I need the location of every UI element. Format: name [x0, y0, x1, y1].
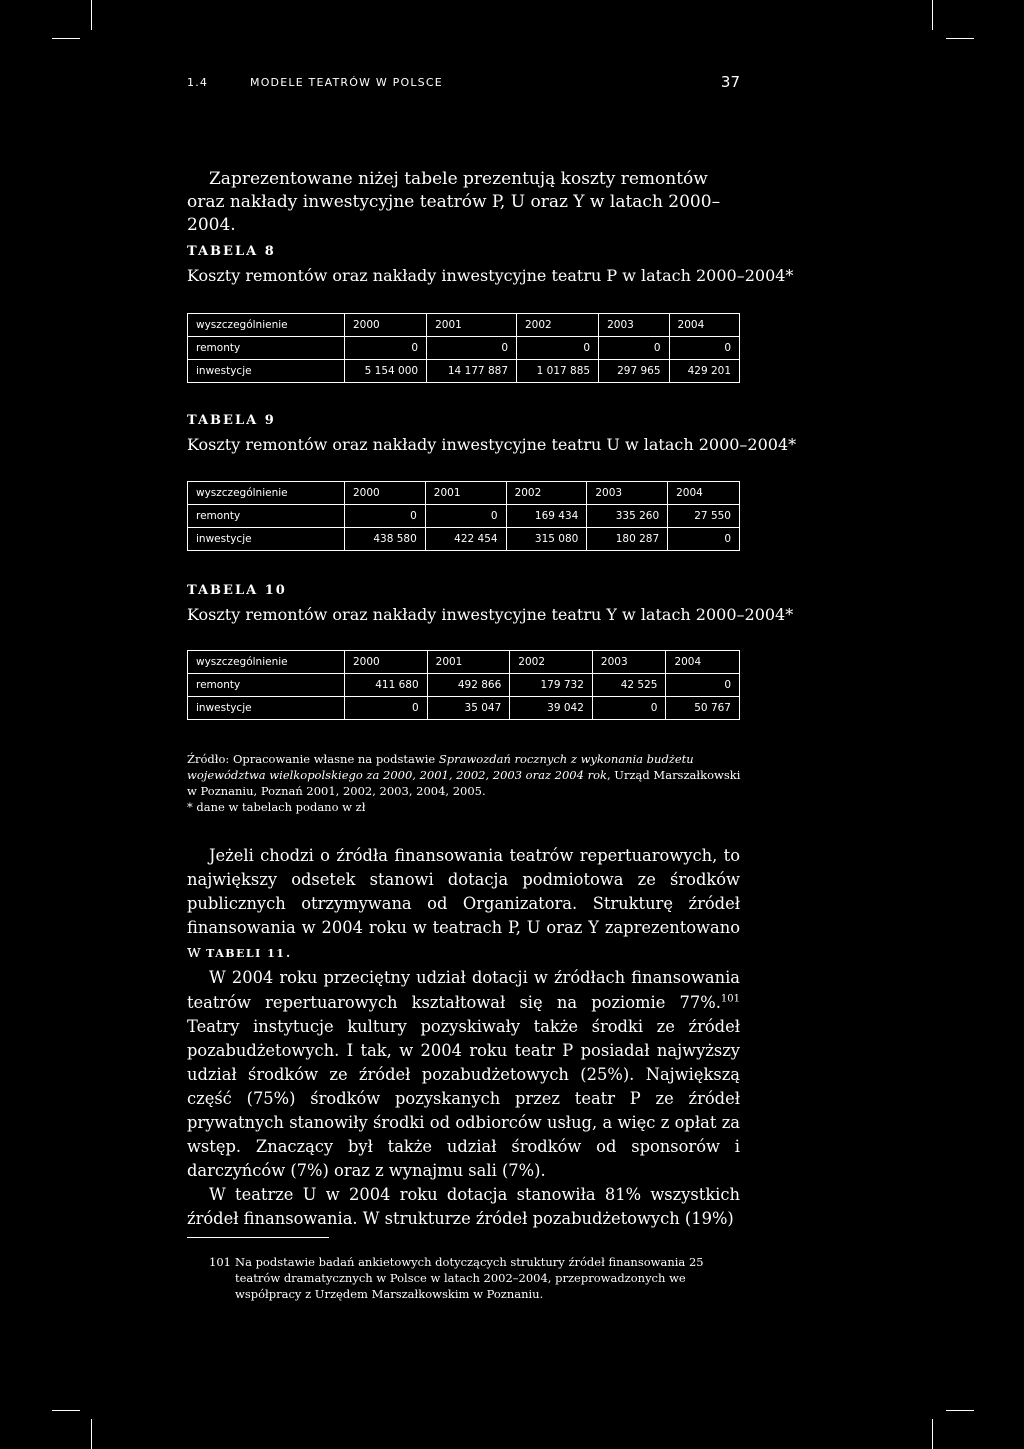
- table-cell: 422 454: [425, 528, 506, 551]
- table-cell: remonty: [188, 337, 345, 360]
- table-reference: TABELI 11: [206, 947, 286, 961]
- table-header-row: [188, 482, 740, 505]
- footnote-number: 101: [209, 1255, 231, 1269]
- running-header: [187, 73, 740, 91]
- footnote-text: Na podstawie badań ankietowych dotyczących struktury źródeł finansowania 25 teatrów dramatycznych w Polsce w latach 2002–2004, przeprowadzonych we współpracy z Urzędem Marszałkowskim w Poznaniu.: [235, 1255, 704, 1301]
- paragraph-text: W 2004 roku przeciętny udział dotacji w źródłach finansowania teatrów repertuarowych kształtował się na poziomie 77%.: [187, 968, 740, 1012]
- paragraph-text: .: [285, 942, 291, 962]
- column-header: wyszczególnienie: [188, 482, 345, 505]
- table-cell: 179 732: [510, 674, 593, 697]
- table-cell: 0: [666, 674, 740, 697]
- table-header-row: [188, 314, 740, 337]
- table-row: [188, 360, 740, 383]
- table-cell: 0: [427, 337, 517, 360]
- table-cell: 169 434: [506, 505, 587, 528]
- table-row: [188, 337, 740, 360]
- column-header: 2000: [345, 651, 428, 674]
- source-prefix: Źródło: Opracowanie własne na podstawie: [187, 752, 439, 766]
- column-header: 2003: [592, 651, 666, 674]
- paragraph: [187, 966, 740, 1183]
- table-8: [187, 313, 740, 383]
- crop-mark: [91, 0, 92, 30]
- source-citation: [187, 751, 747, 799]
- paragraph: [187, 844, 740, 966]
- table-cell: 335 260: [587, 505, 668, 528]
- crop-mark: [932, 1419, 933, 1449]
- column-header: 2000: [345, 314, 427, 337]
- table-cell: 0: [668, 528, 740, 551]
- paragraph-text: Jeżeli chodzi o źródła finansowania teatrów repertuarowych, to największy odsetek stanowi dotacja podmiotowa ze środków publicznych otrzymywana od Organizatora. Strukturę źródeł finansowania w 2004 roku w teatrach P, U oraz Y zaprezentowano w: [187, 846, 740, 962]
- table-cell: 297 965: [599, 360, 669, 383]
- table-cell: 35 047: [427, 697, 510, 720]
- table-cell: inwestycje: [188, 528, 345, 551]
- crop-mark: [946, 1410, 974, 1411]
- table-cell: 315 080: [506, 528, 587, 551]
- table-caption: Koszty remontów oraz nakłady inwestycyjne teatru P w latach 2000–2004*: [187, 266, 794, 285]
- section-number: 1.4: [187, 76, 209, 89]
- column-header: 2003: [599, 314, 669, 337]
- column-header: 2002: [510, 651, 593, 674]
- table-caption: Koszty remontów oraz nakłady inwestycyjne teatru U w latach 2000–2004*: [187, 435, 797, 454]
- crop-mark: [52, 38, 80, 39]
- intro-text: Zaprezentowane niżej tabele prezentują koszty remontów oraz nakłady inwestycyjne teatrów P, U oraz Y w latach 2000–2004.: [187, 169, 721, 235]
- table-cell: 0: [345, 337, 427, 360]
- table-cell: remonty: [188, 674, 345, 697]
- column-header: 2004: [668, 482, 740, 505]
- column-header: 2003: [587, 482, 668, 505]
- crop-mark: [52, 1410, 80, 1411]
- intro-paragraph: [187, 168, 740, 237]
- table-cell: 180 287: [587, 528, 668, 551]
- table-cell: inwestycje: [188, 360, 345, 383]
- body-text: [187, 844, 740, 1232]
- paragraph: W teatrze U w 2004 roku dotacja stanowiła 81% wszystkich źródeł finansowania. W strukturze źródeł pozabudżetowych (19%): [187, 1185, 740, 1229]
- source-suffix: , Urząd Marszałkowski w Poznaniu, Poznań 2001, 2002, 2003, 2004, 2005.: [187, 768, 741, 798]
- page-number: 37: [720, 73, 740, 91]
- chapter-title: MODELE TEATRÓW W POLSCE: [250, 76, 443, 89]
- column-header: wyszczególnienie: [188, 314, 345, 337]
- table-caption: Koszty remontów oraz nakłady inwestycyjne teatru Y w latach 2000–2004*: [187, 605, 794, 624]
- column-header: 2002: [517, 314, 599, 337]
- table-label: TABELA 10: [187, 583, 287, 598]
- table-label: TABELA 9: [187, 413, 276, 428]
- column-header: 2000: [345, 482, 426, 505]
- table-cell: 14 177 887: [427, 360, 517, 383]
- table-cell: 411 680: [345, 674, 428, 697]
- table-row: [188, 697, 740, 720]
- column-header: wyszczególnienie: [188, 651, 345, 674]
- table-cell: 1 017 885: [517, 360, 599, 383]
- units-note: * dane w tabelach podano w zł: [187, 800, 366, 814]
- crop-mark: [932, 0, 933, 30]
- table-cell: 429 201: [669, 360, 739, 383]
- column-header: 2001: [427, 651, 510, 674]
- table-cell: inwestycje: [188, 697, 345, 720]
- table-row: [188, 505, 740, 528]
- footnote-reference: 101: [720, 993, 740, 1005]
- table-source-note: [187, 751, 747, 815]
- table-cell: 0: [592, 697, 666, 720]
- table-cell: 39 042: [510, 697, 593, 720]
- table-label: TABELA 8: [187, 244, 276, 259]
- table-10: [187, 650, 740, 720]
- table-cell: 0: [425, 505, 506, 528]
- table-header-row: [188, 651, 740, 674]
- table-cell: 438 580: [345, 528, 426, 551]
- table-row: [188, 528, 740, 551]
- table-cell: 492 866: [427, 674, 510, 697]
- table-cell: 0: [599, 337, 669, 360]
- column-header: 2004: [666, 651, 740, 674]
- table-cell: 0: [345, 505, 426, 528]
- table-cell: 0: [517, 337, 599, 360]
- table-cell: 0: [669, 337, 739, 360]
- source-title: Sprawozdań rocznych z wykonania budżetu województwa wielkopolskiego za 2000, 2001, 2002, 2003 oraz 2004 rok: [187, 752, 694, 782]
- column-header: 2001: [427, 314, 517, 337]
- column-header: 2002: [506, 482, 587, 505]
- table-row: [188, 674, 740, 697]
- table-9: [187, 481, 740, 551]
- crop-mark: [91, 1419, 92, 1449]
- table-cell: 50 767: [666, 697, 740, 720]
- table-cell: 0: [345, 697, 428, 720]
- column-header: 2004: [669, 314, 739, 337]
- footnote-divider: [187, 1237, 329, 1238]
- table-cell: 5 154 000: [345, 360, 427, 383]
- footnote: [187, 1254, 740, 1302]
- crop-mark: [946, 38, 974, 39]
- column-header: 2001: [425, 482, 506, 505]
- paragraph-text: Teatry instytucje kultury pozyskiwały także środki ze źródeł pozabudżetowych. I tak, w 2004 roku teatr P posiadał najwyższy udział środków ze źródeł pozabudżetowych (25%). Największą część (75%) środków pozyskanych przez teatr P ze źródeł prywatnych stanowiły środki od odbiorców usług, a więc z opłat za wstęp. Znaczący był także udział środków od sponsorów i darczyńców (7%) oraz z wynajmu sali (7%).: [187, 1016, 740, 1181]
- table-cell: 42 525: [592, 674, 666, 697]
- table-cell: 27 550: [668, 505, 740, 528]
- table-cell: remonty: [188, 505, 345, 528]
